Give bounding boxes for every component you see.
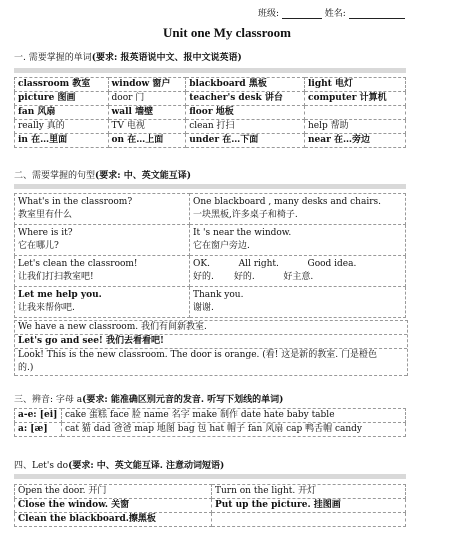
- sentence-cell: [190, 287, 406, 318]
- table-row: [15, 499, 406, 513]
- action-cell: Turn on the light. 开灯: [212, 485, 406, 499]
- table-row: [15, 134, 406, 148]
- action-cell: Put up the picture. 挂图画: [212, 499, 406, 513]
- sentence-cell: [15, 194, 190, 225]
- action-cell: [212, 513, 406, 527]
- vocab-cell: blackboard 黑板: [186, 78, 305, 92]
- vocab-cell: classroom 教室: [15, 78, 109, 92]
- table-row: [15, 485, 406, 499]
- sentence-en: Where is it?: [18, 228, 73, 238]
- section-4-heading: [14, 458, 224, 471]
- sentence-en: OK. All right. Good idea.: [193, 259, 357, 269]
- table-row: [15, 513, 406, 527]
- sentence-en: What's in the classroom?: [18, 197, 133, 207]
- vocab-cell: window 窗户: [108, 78, 186, 92]
- section-1-heading: [14, 50, 242, 63]
- table-row: [15, 225, 406, 256]
- class-label: 班级:: [258, 9, 280, 19]
- vocab-cell: floor 地板: [186, 106, 305, 120]
- header-fields: [258, 6, 405, 19]
- vocab-cell: clean 打扫: [186, 120, 305, 134]
- sentence-zh: 一块黑板,许多桌子和椅子.: [193, 210, 298, 220]
- vocab-cell: in 在…里面: [15, 134, 109, 148]
- vocab-cell: wall 墙壁: [108, 106, 186, 120]
- vocab-cell: really 真的: [15, 120, 109, 134]
- sentence-zh: 教室里有什么: [18, 210, 73, 220]
- table-row: [15, 92, 406, 106]
- dialog-line: We have a new classroom. 我们有间新教室.: [15, 321, 407, 335]
- sentence-en: Let's clean the classroom!: [18, 259, 138, 269]
- table-row: [15, 287, 406, 318]
- sentence-en: Let me help you.: [18, 290, 102, 300]
- table-row: [15, 423, 406, 437]
- sentence-cell: [15, 256, 190, 287]
- vocab-cell: help 帮助: [304, 120, 405, 134]
- section-1-title: 一. 需要掌握的单词: [14, 53, 92, 63]
- sentence-zh: 它在窗户旁边.: [193, 241, 250, 251]
- vocab-cell: TV 电视: [108, 120, 186, 134]
- vocab-cell: teacher's desk 讲台: [186, 92, 305, 106]
- vocab-cell: [304, 106, 405, 120]
- sentence-en: One blackboard , many desks and chairs.: [193, 197, 381, 207]
- vocab-cell: light 电灯: [304, 78, 405, 92]
- section-4-requirement: (要求: 中、英文能互译. 注意动词短语): [68, 461, 225, 471]
- page-title: Unit one My classroom: [163, 25, 291, 40]
- section-3-requirement: (要求: 能准确区别元音的发音. 听写下划线的单词): [82, 395, 284, 405]
- table-row: [15, 106, 406, 120]
- phonics-label: a: [æ]: [15, 423, 62, 437]
- sentence-cell: [190, 256, 406, 287]
- divider-bar: [14, 184, 406, 189]
- phonics-words: cake 蛋糕 face 脸 name 名字 make 制作 date hate baby table: [62, 409, 406, 423]
- sentence-cell: [15, 225, 190, 256]
- sentence-zh: 让我们打扫教室吧!: [18, 272, 94, 282]
- sentence-zh: 它在哪儿?: [18, 241, 59, 251]
- dialog-line: 的.): [15, 362, 407, 376]
- table-row: [15, 78, 406, 92]
- vocab-cell: near 在…旁边: [304, 134, 405, 148]
- actions-table: [14, 484, 406, 527]
- section-4-title: 四、Let's do: [14, 461, 69, 471]
- divider-bar: [14, 474, 406, 479]
- section-2-heading: [14, 168, 191, 181]
- sentence-table: [14, 193, 406, 318]
- sentence-zh: 让我来帮你吧.: [18, 303, 75, 313]
- class-blank[interactable]: [282, 18, 322, 19]
- phonics-label: a-e: [ei]: [15, 409, 62, 423]
- action-cell: Clean the blackboard.擦黑板: [15, 513, 212, 527]
- sentence-cell: [15, 287, 190, 318]
- dialog-line: Let's go and see! 我们去看看吧!: [15, 335, 407, 349]
- section-1-requirement: (要求: 报英语说中文、报中文说英语): [91, 53, 242, 63]
- divider-bar: [14, 68, 406, 73]
- table-row: [15, 256, 406, 287]
- action-cell: Close the window. 关窗: [15, 499, 212, 513]
- dialog-line: Look! This is the new classroom. The door is orange. (看! 这是新的教室. 门是橙色: [18, 350, 377, 360]
- sentence-zh: 好的. 好的. 好主意.: [193, 272, 314, 282]
- section-3-title: 三、辨音: 字母 a: [14, 395, 83, 405]
- action-cell: Open the door. 开门: [15, 485, 212, 499]
- table-row: [15, 120, 406, 134]
- section-3-heading: [14, 392, 283, 405]
- table-row: [15, 194, 406, 225]
- vocab-cell: under 在…下面: [186, 134, 305, 148]
- sentence-cell: [190, 225, 406, 256]
- vocab-cell: picture 图画: [15, 92, 109, 106]
- name-label: 姓名:: [324, 9, 346, 19]
- vocab-cell: on 在…上面: [108, 134, 186, 148]
- sentence-en: Thank you.: [193, 290, 244, 300]
- sentence-zh: 谢谢.: [193, 303, 214, 313]
- phonics-table: [14, 408, 406, 437]
- name-blank[interactable]: [349, 18, 405, 19]
- table-row: [15, 409, 406, 423]
- dialog-box: [14, 320, 408, 376]
- phonics-words: cat 猫 dad 爸爸 map 地图 bag 包 hat 帽子 fan 风扇 cap 鸭舌帽 candy: [62, 423, 406, 437]
- section-2-requirement: (要求: 中、英文能互译): [95, 171, 191, 181]
- sentence-en: It 's near the window.: [193, 228, 292, 238]
- section-2-title: 二、需要掌握的句型: [14, 171, 96, 181]
- sentence-cell: [190, 194, 406, 225]
- vocab-cell: door 门: [108, 92, 186, 106]
- vocab-cell: computer 计算机: [304, 92, 405, 106]
- vocab-cell: fan 风扇: [15, 106, 109, 120]
- vocab-table: [14, 77, 406, 148]
